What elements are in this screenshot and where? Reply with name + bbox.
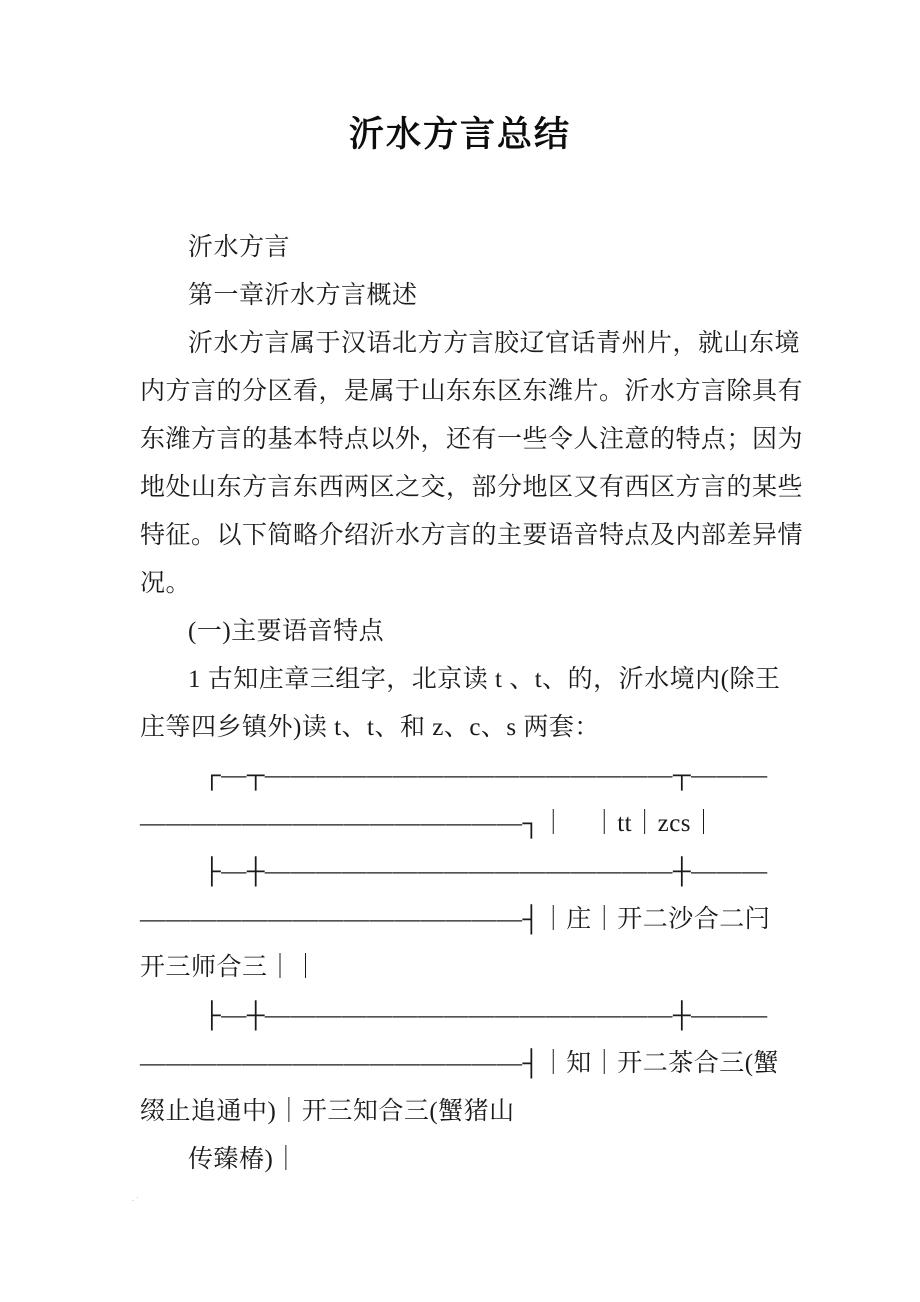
text-line: 特征。以下简略介绍沂水方言的主要语音特点及内部差异情 (140, 522, 804, 549)
diagram-rule-line: ┌—┬————————————————┬——— (203, 762, 768, 789)
text-line-subtitle: 沂水方言 (188, 234, 291, 261)
text-line-chapter: 第一章沂水方言概述 (188, 282, 418, 309)
text-line-section: (一)主要语音特点 (188, 618, 385, 645)
text-line: 1 古知庄章三组字，北京读 t 、t、的，沂水境内(除王 (188, 666, 781, 693)
diagram-line: 传臻椿)｜ (188, 1146, 299, 1173)
pink-watermark-artifact: ·˙ (131, 1195, 141, 1207)
text-line: 东潍方言的基本特点以外，还有一些令人注意的特点；因为 (140, 426, 804, 453)
text-line: 况。 (140, 570, 192, 597)
diagram-line: 开三师合三｜｜ (140, 954, 319, 981)
diagram-line: ———————————————┤｜庄｜开二沙合二闩 (140, 906, 771, 933)
text-line: 内方言的分区看，是属于山东东区东潍片。沂水方言除具有 (140, 378, 804, 405)
diagram-rule-line: ├—┼————————————————┼——— (203, 858, 768, 885)
text-line: 地处山东方言东西两区之交，部分地区又有西区方言的某些 (140, 474, 804, 501)
diagram-line: 缀止追通中)｜开三知合三(蟹猪山 (140, 1098, 515, 1125)
diagram-rule-line: ├—┼————————————————┼——— (203, 1002, 768, 1029)
text-line: 庄等四乡镇外)读 t、t、和 z、c、s 两套： (140, 714, 600, 741)
document-title: 沂水方言总结 (348, 115, 571, 154)
diagram-line: ———————————————┐｜ ｜tt｜zcs｜ (140, 810, 717, 837)
document-body (140, 224, 820, 1184)
text-line: 沂水方言属于汉语北方方言胶辽官话青州片，就山东境 (188, 330, 801, 357)
diagram-line: ———————————————┤｜知｜开二茶合三(蟹 (140, 1050, 780, 1077)
